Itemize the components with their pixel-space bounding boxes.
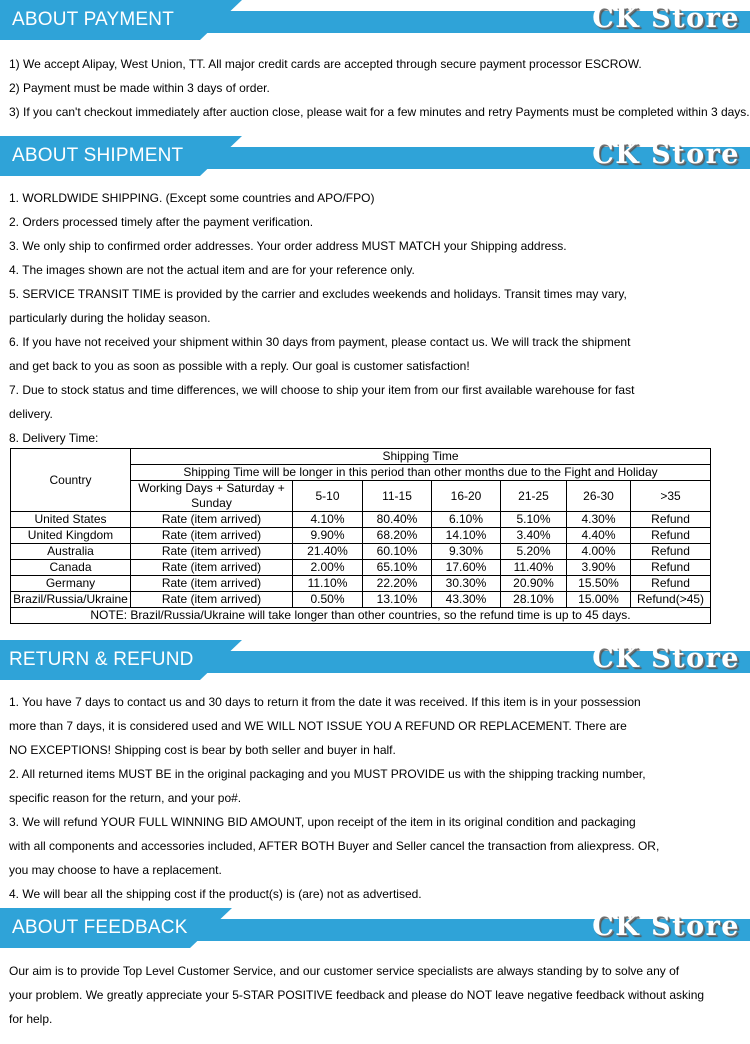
feedback-line: your problem. We greatly appreciate your 5-STAR POSITIVE feedback and please do NOT leave negative feedback without asking — [9, 988, 705, 1002]
table-cell: Rate (item arrived) — [131, 592, 293, 608]
table-cell: 65.10% — [363, 560, 432, 576]
table-cell: Rate (item arrived) — [131, 544, 293, 560]
country-cell: United States — [11, 512, 131, 528]
country-cell: United Kingdom — [11, 528, 131, 544]
shipment-line: 7. Due to stock status and time differences, we will choose to ship your item from our first available warehouse for fast — [9, 383, 635, 397]
shipment-line: 3. We only ship to confirmed order addresses. Your order address MUST MATCH your Shipping address. — [9, 239, 567, 253]
table-cell: 30.30% — [432, 576, 501, 592]
table-cell: 6.10% — [432, 512, 501, 528]
column-header: 11-15 — [363, 481, 432, 512]
table-cell: 0.50% — [293, 592, 363, 608]
table-cell: Refund — [631, 560, 711, 576]
store-logo: CK Store — [592, 911, 740, 942]
shipment-line: 8. Delivery Time: — [9, 431, 99, 445]
payment-line: 3) If you can't checkout immediately after auction close, please wait for a few minutes and retry Payments must be completed within 3 days. — [9, 105, 750, 119]
shipment-line: 6. If you have not received your shipment within 30 days from payment, please contact us. We will track the shipment — [9, 335, 631, 349]
country-cell: Canada — [11, 560, 131, 576]
table-cell: 28.10% — [501, 592, 567, 608]
table-cell: 9.90% — [293, 528, 363, 544]
refund-line: NO EXCEPTIONS! Shipping cost is bear by both seller and buyer in half. — [9, 743, 396, 757]
refund-banner — [0, 640, 750, 680]
payment-line: 2) Payment must be made within 3 days of order. — [9, 81, 270, 95]
table-cell: 4.30% — [567, 512, 631, 528]
table-row — [11, 576, 711, 592]
table-cell: 2.00% — [293, 560, 363, 576]
feedback-line: for help. — [9, 1012, 53, 1026]
delivery-time-table — [10, 448, 711, 624]
column-header: Working Days + Saturday + Sunday — [131, 481, 293, 512]
table-row — [11, 544, 711, 560]
country-header: Country — [11, 449, 131, 512]
refund-line: with all components and accessories included, AFTER BOTH Buyer and Seller cancel the transaction from aliexpress. OR, — [9, 839, 660, 853]
country-cell: Australia — [11, 544, 131, 560]
table-cell: 5.20% — [501, 544, 567, 560]
table-cell: 21.40% — [293, 544, 363, 560]
table-cell: 15.00% — [567, 592, 631, 608]
shipment-text — [9, 186, 634, 450]
column-header: 5-10 — [293, 481, 363, 512]
table-cell: 22.20% — [363, 576, 432, 592]
table-cell: 11.10% — [293, 576, 363, 592]
shipment-banner — [0, 136, 750, 176]
table-cell: 80.40% — [363, 512, 432, 528]
table-cell: Refund — [631, 576, 711, 592]
table-cell: Refund — [631, 528, 711, 544]
refund-line: specific reason for the return, and your po#. — [9, 791, 242, 805]
store-logo: CK Store — [592, 643, 740, 674]
table-cell: Refund — [631, 544, 711, 560]
table-cell: Rate (item arrived) — [131, 576, 293, 592]
payment-line: 1) We accept Alipay, West Union, TT. All major credit cards are accepted through secure payment processor ESCROW. — [9, 57, 642, 71]
shipment-line: 2. Orders processed timely after the payment verification. — [9, 215, 314, 229]
table-cell: 11.40% — [501, 560, 567, 576]
refund-text — [9, 690, 659, 906]
table-cell: 4.00% — [567, 544, 631, 560]
country-cell: Brazil/Russia/Ukraine — [11, 592, 131, 608]
table-cell: 60.10% — [363, 544, 432, 560]
feedback-text — [9, 959, 704, 1031]
column-header: 26-30 — [567, 481, 631, 512]
table-note: NOTE: Brazil/Russia/Ukraine will take longer than other countries, so the refund time is up to 45 days. — [11, 608, 711, 624]
table-cell: 15.50% — [567, 576, 631, 592]
feedback-banner — [0, 908, 750, 948]
store-logo: CK Store — [592, 139, 740, 170]
table-cell: Refund — [631, 512, 711, 528]
table-cell: 4.40% — [567, 528, 631, 544]
table-cell: 3.90% — [567, 560, 631, 576]
table-row — [11, 512, 711, 528]
table-cell: Rate (item arrived) — [131, 560, 293, 576]
table-cell: 20.90% — [501, 576, 567, 592]
refund-line: 3. We will refund YOUR FULL WINNING BID AMOUNT, upon receipt of the item in its original condition and packaging — [9, 815, 636, 829]
table-cell: 4.10% — [293, 512, 363, 528]
shipment-line: particularly during the holiday season. — [9, 311, 211, 325]
refund-line: 4. We will bear all the shipping cost if the product(s) is (are) not as advertised. — [9, 887, 422, 901]
table-cell: 3.40% — [501, 528, 567, 544]
table-cell: 9.30% — [432, 544, 501, 560]
table-row — [11, 592, 711, 608]
table-row — [11, 560, 711, 576]
table-cell: 17.60% — [432, 560, 501, 576]
table-cell: 68.20% — [363, 528, 432, 544]
shipment-line: 5. SERVICE TRANSIT TIME is provided by the carrier and excludes weekends and holidays. Transit times may vary, — [9, 287, 627, 301]
payment-text — [9, 52, 750, 124]
column-header: 16-20 — [432, 481, 501, 512]
feedback-line: Our aim is to provide Top Level Customer Service, and our customer service specialists are always standing by to solve any of — [9, 964, 680, 978]
table-cell: Refund(>45) — [631, 592, 711, 608]
shipment-line: delivery. — [9, 407, 53, 421]
table-cell: 14.10% — [432, 528, 501, 544]
table-row — [11, 528, 711, 544]
refund-heading: RETURN & REFUND — [0, 640, 200, 680]
shipment-line: 4. The images shown are not the actual item and are for your reference only. — [9, 263, 415, 277]
payment-banner — [0, 0, 750, 40]
refund-line: you may choose to have a replacement. — [9, 863, 222, 877]
table-cell: 43.30% — [432, 592, 501, 608]
payment-heading: ABOUT PAYMENT — [0, 0, 200, 40]
country-cell: Germany — [11, 576, 131, 592]
shipping-time-subheader: Shipping Time will be longer in this period than other months due to the Fight and Holiday — [131, 465, 711, 481]
shipment-line: 1. WORLDWIDE SHIPPING. (Except some countries and APO/FPO) — [9, 191, 375, 205]
refund-line: more than 7 days, it is considered used and WE WILL NOT ISSUE YOU A REFUND OR REPLACEMENT. There are — [9, 719, 627, 733]
column-header: 21-25 — [501, 481, 567, 512]
table-cell: 13.10% — [363, 592, 432, 608]
shipment-heading: ABOUT SHIPMENT — [0, 136, 200, 176]
table-cell: 5.10% — [501, 512, 567, 528]
column-header: >35 — [631, 481, 711, 512]
table-cell: Rate (item arrived) — [131, 512, 293, 528]
feedback-heading: ABOUT FEEDBACK — [0, 908, 190, 948]
store-logo: CK Store — [592, 3, 740, 34]
table-cell: Rate (item arrived) — [131, 528, 293, 544]
refund-line: 1. You have 7 days to contact us and 30 days to return it from the date it was received. If this item is in your possession — [9, 695, 641, 709]
refund-line: 2. All returned items MUST BE in the original packaging and you MUST PROVIDE us with the shipping tracking number, — [9, 767, 646, 781]
shipping-time-header: Shipping Time — [131, 449, 711, 465]
shipment-line: and get back to you as soon as possible with a reply. Our goal is customer satisfaction! — [9, 359, 470, 373]
